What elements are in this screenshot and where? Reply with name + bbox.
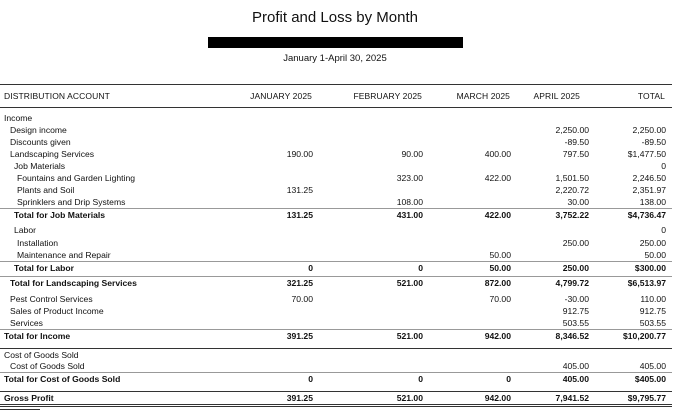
table-row xyxy=(0,360,672,372)
cell-february: 323.00 xyxy=(396,173,423,183)
cell-february: 0 xyxy=(418,374,423,384)
cell-april: 405.00 xyxy=(562,361,589,371)
row-label: Total for Job Materials xyxy=(14,210,106,220)
table-row xyxy=(0,112,672,124)
row-label: Cost of Goods Sold xyxy=(4,350,79,360)
cell-total: $9,795.77 xyxy=(627,393,666,403)
row-label: Gross Profit xyxy=(4,393,54,403)
table-row xyxy=(0,305,672,317)
cell-total: 138.00 xyxy=(639,197,666,207)
table-row xyxy=(0,196,672,208)
cell-february: 521.00 xyxy=(396,393,423,403)
column-header-total: TOTAL xyxy=(637,91,665,101)
table-row xyxy=(0,261,672,274)
cell-february: 0 xyxy=(418,263,423,273)
cell-march: 50.00 xyxy=(489,263,511,273)
row-label: Design income xyxy=(10,125,67,135)
table-row xyxy=(0,372,672,385)
cell-total: 50.00 xyxy=(644,250,666,260)
table-row xyxy=(0,148,672,160)
row-label: Plants and Soil xyxy=(17,185,75,195)
cell-april: 405.00 xyxy=(562,374,589,384)
table-row xyxy=(0,224,672,236)
table-row xyxy=(0,249,672,261)
row-label: Job Materials xyxy=(14,161,66,171)
row-label: Sprinklers and Drip Systems xyxy=(17,197,126,207)
row-label: Fountains and Garden Lighting xyxy=(17,173,136,183)
cell-total: 2,351.97 xyxy=(632,185,666,195)
cell-april: 30.00 xyxy=(567,197,589,207)
cell-total: 110.00 xyxy=(640,294,666,304)
report-title: Profit and Loss by Month xyxy=(252,9,418,26)
cell-january: 0 xyxy=(308,263,313,273)
table-row xyxy=(0,172,672,184)
cell-total: 0 xyxy=(661,161,666,171)
cell-march: 422.00 xyxy=(484,173,511,183)
row-label: Maintenance and Repair xyxy=(17,250,111,260)
row-label: Income xyxy=(4,113,33,123)
table-row xyxy=(0,317,672,329)
cell-april: 503.55 xyxy=(562,318,589,328)
cell-march: 70.00 xyxy=(489,294,511,304)
cell-january: 131.25 xyxy=(286,185,313,195)
cell-march: 942.00 xyxy=(484,393,511,403)
table-row xyxy=(0,160,672,172)
row-label: Cost of Goods Sold xyxy=(10,361,85,371)
table-row xyxy=(0,237,672,249)
table-row xyxy=(0,184,672,196)
table-row xyxy=(0,329,672,342)
cell-april: 3,752.22 xyxy=(555,210,589,220)
table-row xyxy=(0,208,672,221)
cell-april: 250.00 xyxy=(562,238,589,248)
cell-april: 912.75 xyxy=(562,306,589,316)
column-header-march: MARCH 2025 xyxy=(456,91,510,101)
cell-january: 321.25 xyxy=(286,278,313,288)
cell-march: 872.00 xyxy=(484,278,511,288)
cell-april: 250.00 xyxy=(562,263,589,273)
cell-april: 7,941.52 xyxy=(555,393,589,403)
cell-february: 90.00 xyxy=(401,149,423,159)
cell-march: 942.00 xyxy=(484,331,511,341)
cell-january: 391.25 xyxy=(286,393,313,403)
cell-total: 250.00 xyxy=(639,238,666,248)
row-label: Sales of Product Income xyxy=(10,306,104,316)
cell-april: 8,346.52 xyxy=(555,331,589,341)
report-period: January 1-April 30, 2025 xyxy=(283,53,387,64)
cell-april: -89.50 xyxy=(564,137,589,147)
cell-march: 50.00 xyxy=(489,250,511,260)
row-label: Labor xyxy=(14,225,36,235)
cell-january: 70.00 xyxy=(291,294,313,304)
cell-april: 2,250.00 xyxy=(555,125,589,135)
cell-total: 912.75 xyxy=(639,306,666,316)
cell-march: 400.00 xyxy=(484,149,511,159)
column-header-january: JANUARY 2025 xyxy=(250,91,312,101)
row-label: Total for Cost of Goods Sold xyxy=(4,374,121,384)
cell-march: 422.00 xyxy=(484,210,511,220)
cell-total: $4,736.47 xyxy=(627,210,666,220)
cell-january: 391.25 xyxy=(286,331,313,341)
column-header-account: DISTRIBUTION ACCOUNT xyxy=(4,91,110,101)
row-label: Landscaping Services xyxy=(10,149,95,159)
cell-total: 2,250.00 xyxy=(632,125,666,135)
cell-january: 190.00 xyxy=(286,149,313,159)
cell-total: -89.50 xyxy=(641,137,666,147)
cell-april: 797.50 xyxy=(562,149,589,159)
cell-total: $405.00 xyxy=(634,374,666,384)
table-row xyxy=(0,293,672,305)
row-label: Total for Landscaping Services xyxy=(10,278,137,288)
column-header-february: FEBRUARY 2025 xyxy=(353,91,422,101)
cell-total: 503.55 xyxy=(639,318,666,328)
table-header xyxy=(0,84,672,108)
row-label: Discounts given xyxy=(10,137,71,147)
cell-april: 2,220.72 xyxy=(555,185,589,195)
table-row xyxy=(0,276,672,289)
cell-january: 0 xyxy=(308,374,313,384)
column-header-april: APRIL 2025 xyxy=(533,91,580,101)
page-edge-line xyxy=(0,409,40,410)
cell-january: 131.25 xyxy=(286,210,313,220)
row-label: Total for Labor xyxy=(14,263,74,273)
cell-total: 2,246.50 xyxy=(632,173,666,183)
cell-february: 521.00 xyxy=(396,331,423,341)
cell-march: 0 xyxy=(506,374,511,384)
cell-april: 4,799.72 xyxy=(555,278,589,288)
table-row xyxy=(0,136,672,148)
redacted-company-name xyxy=(208,37,463,48)
cell-total: $10,200.77 xyxy=(622,331,666,341)
cell-april: 1,501.50 xyxy=(555,173,589,183)
cell-total: 0 xyxy=(661,225,666,235)
table-row xyxy=(0,124,672,136)
cell-total: 405.00 xyxy=(639,361,666,371)
row-label: Pest Control Services xyxy=(10,294,93,304)
row-label: Installation xyxy=(17,238,59,248)
table-row xyxy=(0,391,672,407)
cell-april: -30.00 xyxy=(564,294,589,304)
cell-february: 521.00 xyxy=(396,278,423,288)
cell-february: 108.00 xyxy=(396,197,423,207)
row-label: Services xyxy=(10,318,43,328)
cell-total: $300.00 xyxy=(634,263,666,273)
cell-total: $6,513.97 xyxy=(627,278,666,288)
cell-total: $1,477.50 xyxy=(627,149,666,159)
cell-february: 431.00 xyxy=(396,210,423,220)
row-label: Total for Income xyxy=(4,331,71,341)
